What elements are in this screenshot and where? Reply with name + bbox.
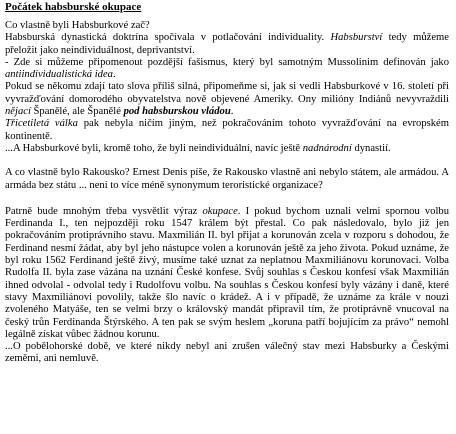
paragraph-austria: A co vlastně bylo Rakousko? Ernest Denis píše, že Rakousko vlastně ani nebylo státem, ale armádou. A armáda bez státu ... není to více méně synonymum teroristické organizace?: [5, 167, 449, 191]
paragraph-white-mountain: ...O pobělohorské době, ve které nikdy nebyl ani zrušen válečný stav mezi Habsburky a Českými zeměmi, ani nemluvě.: [5, 341, 449, 365]
text-run: Patrně bude mnohým třeba vysvětlit výraz: [5, 205, 203, 217]
question-paragraph: Co vlastně byli Habsburkové zač?: [5, 20, 150, 31]
text-run: Pokud se někomu zdají tato slova příliš silná, připomeňme si, jak si vedli Habsburkové v 16. století při vyvražďování domorodého obyvatelstva nově objevené Ameriky. Ony milióny Indiánů nevyvraždili: [5, 81, 449, 105]
emphasis-text: antiindividualistická idea: [5, 69, 113, 81]
paragraph-doctrine: [5, 32, 449, 57]
paragraph-occupation: [5, 206, 449, 341]
text-run: Habsburská dynastická doktrína spočívala v potlačování individuality.: [5, 32, 331, 44]
text-run: Španělé, ale Španělé: [30, 106, 124, 118]
emphasis-text: Habsburství: [330, 32, 383, 44]
emphasis-text: nadnárodní: [302, 142, 352, 154]
text-run: .: [230, 106, 234, 118]
paragraph-supranational: [5, 143, 449, 155]
text-run: - Zde si můžeme připomenout pozdější fašismus, který byl samotným Mussolinim definován jako: [5, 56, 449, 68]
paragraph-america: [5, 81, 449, 118]
paragraph-fascism: [5, 57, 449, 82]
text-run: ...A Habsburkové byli, kromě toho, že byli neindividuální, navíc ještě: [5, 142, 303, 154]
page-title: Počátek habsburské okupace: [5, 1, 142, 13]
emphasis-text: Třicetiletá válka: [5, 118, 78, 130]
text-run: dynastií.: [351, 142, 391, 154]
emphasis-text: nějací: [5, 106, 31, 118]
bold-italic-text: pod habsburskou vládou: [123, 106, 231, 118]
text-run: tedy můžeme přeložit jako neindividuálnost, deprivantství.: [5, 32, 449, 56]
emphasis-text: okupace: [202, 205, 238, 217]
spacer: [5, 155, 449, 167]
text-run: .: [112, 69, 116, 81]
paragraph-thirty-years-war: [5, 118, 449, 143]
text-run: pak nebyla ničím jiným, než pokračováním tohoto vyvražďování na evropském kontinentě.: [5, 118, 449, 142]
spacer: [5, 192, 449, 206]
text-run: . I pokud bychom uznali velmi spornou volbu Ferdinanda I., ten nejpozději roku 1547 králem být přestal. Co pak následovalo, bylo již jen pokračováním protiprávního stavu. Maxmilián II. byl přijat a korunován zcela v rozporu s dohodou, že Ferdinand nesmí žádat, aby byl jeho nástupce volen a korunován ještě za jeho života. Pokud uznáme, že byl roku 1562 Ferdinand ještě živý, musíme také uznat za neplatnou Maxmiliánovu korunovaci. Volba Rudolfa II. byla zase vázána na uznání České konfese. Svůj souhlas s Českou konfesí však Maxmilián ihned odvolal - odvolal tedy i Rudolfovu volbu. Na souhlas s Českou konfesí byly vázány i daně, které stavy Maxmiliánovi povolily, takže šlo navíc o krádež. A i v případě, že uznáme za krále v nouzi zvoleného Matyáše, ten se velmi brzy o královský mandát připravil tím, že protiprávně vnucoval na český trůn Ferdinanda Štýrského. A ten pak se svým heslem „koruna patří bojujícím za právo“ nemohl legálně získat vůbec žádnou korunu.: [5, 205, 450, 340]
